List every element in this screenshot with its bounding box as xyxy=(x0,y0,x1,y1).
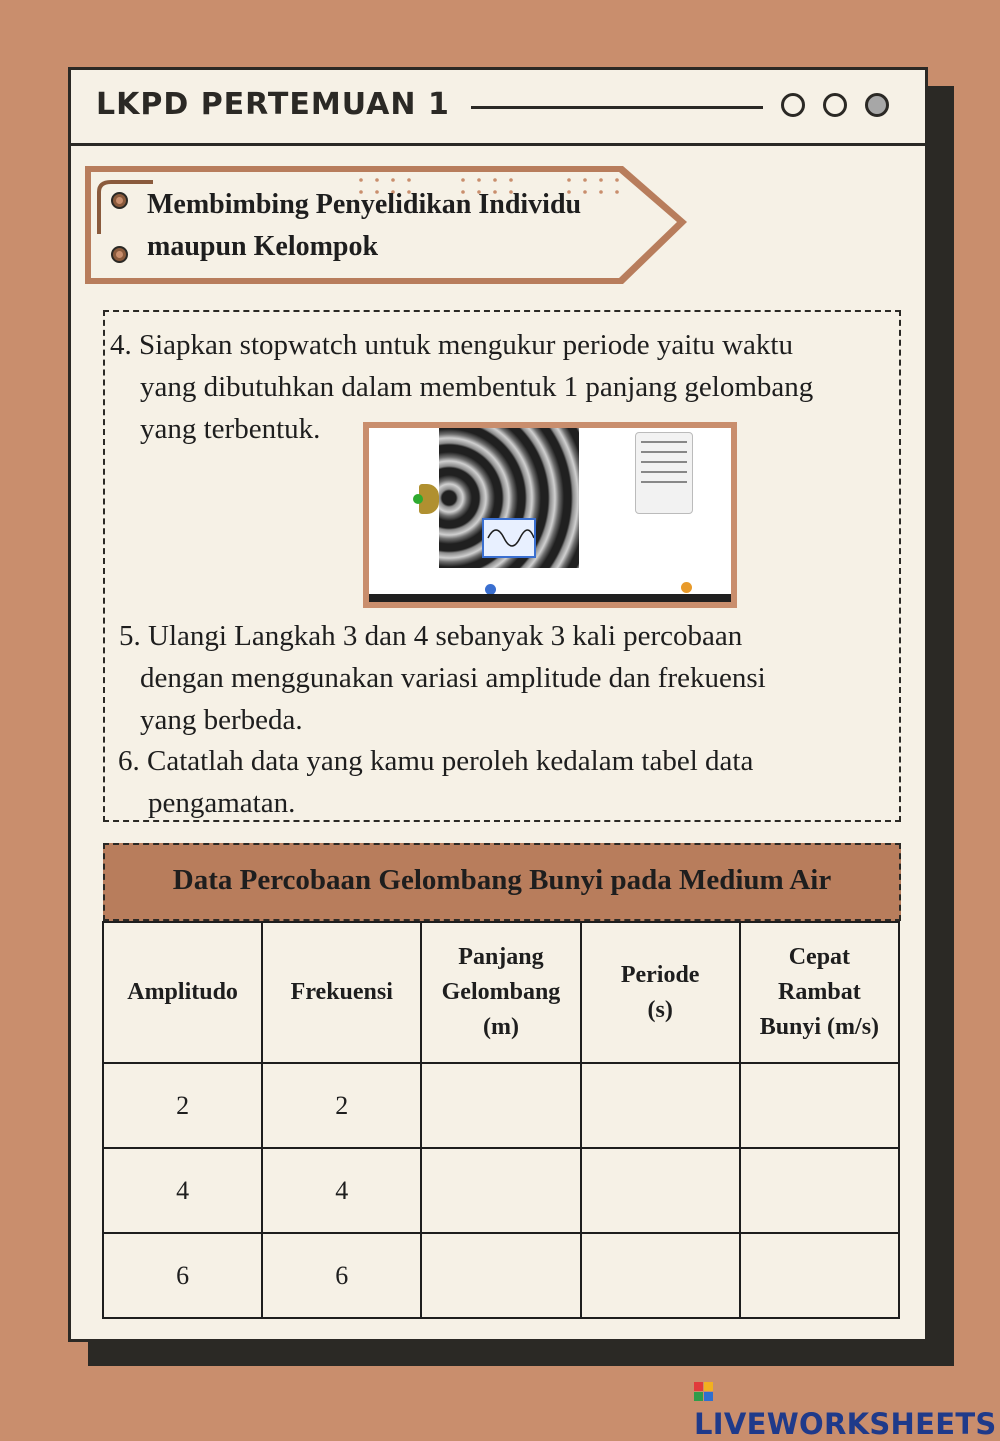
liveworksheets-brand: LIVEWORKSHEETS xyxy=(694,1407,997,1441)
title-bar xyxy=(71,70,925,146)
bullet-icon xyxy=(111,246,128,263)
cell-cepat-rambat-input[interactable] xyxy=(740,1063,899,1148)
table-header-row xyxy=(103,922,899,1063)
control-panel xyxy=(635,432,693,514)
cell-frekuensi: 6 xyxy=(262,1233,421,1318)
cell-amplitudo: 4 xyxy=(103,1148,262,1233)
worksheet-card xyxy=(68,67,928,1342)
step-6-line-2: pengamatan. xyxy=(148,787,296,819)
cell-periode-input[interactable] xyxy=(581,1063,740,1148)
cell-frekuensi: 2 xyxy=(262,1063,421,1148)
simulation-screenshot xyxy=(363,422,737,608)
step-4-line-3: yang terbentuk. xyxy=(140,413,321,445)
table-row xyxy=(103,1233,899,1318)
cell-periode-input[interactable] xyxy=(581,1148,740,1233)
circle-filled-icon xyxy=(865,93,889,117)
cell-panjang-gelombang-input[interactable] xyxy=(421,1063,580,1148)
table-row xyxy=(103,1148,899,1233)
page-title: LKPD PERTEMUAN 1 xyxy=(96,87,450,122)
step-6-line-1: 6. Catatlah data yang kamu peroleh kedalam tabel data xyxy=(118,745,754,777)
banner-line-2: maupun Kelompok xyxy=(147,231,379,262)
table-row xyxy=(103,1063,899,1148)
step-5-line-3: yang berbeda. xyxy=(140,704,303,736)
header-periode: Periode (s) xyxy=(581,922,740,1063)
reset-icon xyxy=(681,582,692,593)
circle-icon xyxy=(823,93,847,117)
data-table xyxy=(102,921,900,1319)
wave-graph xyxy=(482,518,536,558)
instruction-steps xyxy=(103,310,901,822)
step-4-line-2: yang dibutuhkan dalam membentuk 1 panjang gelombang xyxy=(140,371,814,403)
title-divider xyxy=(471,106,763,109)
header-amplitudo: Amplitudo xyxy=(103,922,262,1063)
circle-icon xyxy=(781,93,805,117)
header-panjang-gelombang: Panjang Gelombang (m) xyxy=(421,922,580,1063)
step-4-line-1: 4. Siapkan stopwatch untuk mengukur periode yaitu waktu xyxy=(110,329,793,361)
liveworksheets-logo xyxy=(694,1373,1000,1441)
table-title: Data Percobaan Gelombang Bunyi pada Medium Air xyxy=(103,843,901,921)
cell-amplitudo: 2 xyxy=(103,1063,262,1148)
banner-line-1: Membimbing Penyelidikan Individu xyxy=(147,189,582,220)
step-5-line-2: dengan menggunakan variasi amplitude dan frekuensi xyxy=(140,662,766,694)
simulation-taskbar xyxy=(369,594,731,602)
step-5-line-1: 5. Ulangi Langkah 3 dan 4 sebanyak 3 kali percobaan xyxy=(119,620,743,652)
liveworksheets-icon xyxy=(694,1382,714,1402)
simulation-window xyxy=(369,428,731,602)
section-banner xyxy=(83,164,703,286)
cell-cepat-rambat-input[interactable] xyxy=(740,1233,899,1318)
cell-periode-input[interactable] xyxy=(581,1233,740,1318)
cell-cepat-rambat-input[interactable] xyxy=(740,1148,899,1233)
sine-wave-icon xyxy=(484,520,534,556)
header-cepat-rambat: Cepat Rambat Bunyi (m/s) xyxy=(740,922,899,1063)
banner-heading xyxy=(147,184,581,268)
cell-amplitudo: 6 xyxy=(103,1233,262,1318)
cell-panjang-gelombang-input[interactable] xyxy=(421,1148,580,1233)
cell-panjang-gelombang-input[interactable] xyxy=(421,1233,580,1318)
speaker-button-icon xyxy=(413,494,423,504)
header-frekuensi: Frekuensi xyxy=(262,922,421,1063)
cell-frekuensi: 4 xyxy=(262,1148,421,1233)
bullet-icon xyxy=(111,192,128,209)
